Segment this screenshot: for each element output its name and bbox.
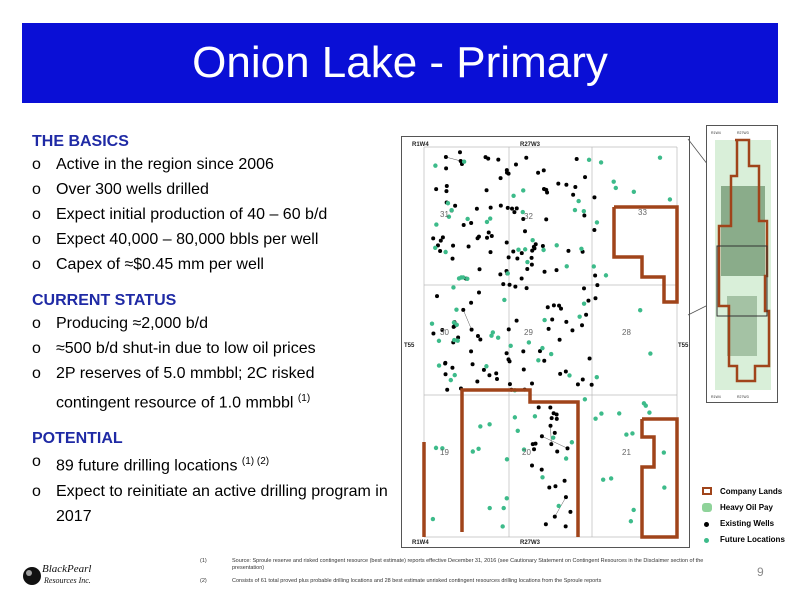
- existing-well: [536, 171, 540, 175]
- future-location: [461, 275, 465, 279]
- future-location: [449, 208, 453, 212]
- future-location: [487, 422, 491, 426]
- existing-well: [537, 405, 541, 409]
- section-number: 32: [524, 212, 533, 221]
- existing-well: [540, 434, 544, 438]
- future-location: [668, 197, 672, 201]
- existing-well: [505, 241, 509, 245]
- future-location: [462, 160, 466, 164]
- future-location: [433, 163, 437, 167]
- existing-well: [547, 327, 551, 331]
- existing-well: [530, 256, 534, 260]
- existing-well: [545, 190, 549, 194]
- existing-well: [564, 495, 568, 499]
- future-location: [662, 485, 666, 489]
- map-label: T55: [678, 343, 689, 349]
- future-location: [599, 411, 603, 415]
- section-number: 33: [638, 208, 647, 217]
- page-title: Onion Lake - Primary: [192, 38, 608, 87]
- existing-well: [557, 304, 561, 308]
- existing-well: [444, 166, 448, 170]
- future-location: [564, 456, 568, 460]
- future-location: [496, 336, 500, 340]
- existing-well: [499, 204, 503, 208]
- future-location: [601, 477, 605, 481]
- existing-well: [469, 349, 473, 353]
- future-location: [631, 508, 635, 512]
- future-location: [612, 179, 616, 183]
- existing-well: [566, 249, 570, 253]
- future-location: [587, 158, 591, 162]
- map-label: R1W4: [412, 142, 429, 148]
- future-location: [506, 271, 510, 275]
- existing-well: [485, 188, 489, 192]
- existing-well: [595, 283, 599, 287]
- future-location: [453, 373, 457, 377]
- existing-well: [530, 382, 534, 386]
- section-number: 28: [622, 328, 631, 337]
- future-location: [604, 273, 608, 277]
- page-number: 9: [757, 565, 764, 579]
- section-current-status: [32, 291, 392, 415]
- existing-well: [525, 267, 529, 271]
- future-location: [502, 298, 506, 302]
- existing-well: [487, 231, 491, 235]
- existing-well: [586, 299, 590, 303]
- existing-well: [512, 210, 516, 214]
- legend-item: Heavy Oil Pay: [700, 500, 800, 516]
- existing-well: [553, 431, 557, 435]
- well-connector: [463, 310, 471, 330]
- existing-well: [476, 334, 480, 338]
- bullet-item: o Expect initial production of 40 – 60 b/d: [32, 206, 328, 223]
- future-location: [629, 519, 633, 523]
- existing-well: [435, 294, 439, 298]
- future-location: [638, 308, 642, 312]
- existing-well: [487, 373, 491, 377]
- future-location: [530, 238, 534, 242]
- existing-well: [584, 313, 588, 317]
- future-location: [452, 338, 456, 342]
- existing-well: [571, 193, 575, 197]
- existing-well: [581, 378, 585, 382]
- map-legend: [700, 484, 800, 548]
- existing-well: [543, 270, 547, 274]
- existing-well: [485, 236, 489, 240]
- bullet-item: o ≈500 b/d shut-in due to low oil prices: [32, 340, 316, 357]
- footnote-number: (2): [200, 578, 207, 584]
- existing-well: [544, 217, 548, 221]
- future-location: [434, 222, 438, 226]
- existing-well: [443, 361, 447, 365]
- future-location: [662, 450, 666, 454]
- future-location: [437, 363, 441, 367]
- existing-well: [520, 251, 524, 255]
- legend-item: Company Lands: [700, 484, 800, 500]
- existing-well: [508, 382, 512, 386]
- section-heading: POTENTIAL: [32, 430, 123, 448]
- existing-well: [507, 255, 511, 259]
- footnote-number: (1): [200, 558, 207, 564]
- well-connector: [446, 157, 461, 161]
- future-location: [542, 318, 546, 322]
- future-location: [540, 346, 544, 350]
- existing-well: [534, 242, 538, 246]
- section-number: 21: [622, 448, 631, 457]
- existing-well: [469, 221, 473, 225]
- bullet-item: o 2P reserves of 5.0 mmbbl; 2C risked contingent resource of 1.0 mmbbl $^{(1)}$: [32, 365, 315, 412]
- future-location: [516, 429, 520, 433]
- future-location: [454, 307, 458, 311]
- existing-well: [541, 244, 545, 248]
- future-location: [642, 401, 646, 405]
- existing-well: [453, 204, 457, 208]
- future-location: [551, 435, 555, 439]
- future-location: [624, 432, 628, 436]
- well-connector: [551, 426, 552, 444]
- existing-well: [553, 484, 557, 488]
- future-location: [579, 247, 583, 251]
- existing-well: [458, 150, 462, 154]
- existing-well: [558, 338, 562, 342]
- section-heading: CURRENT STATUS: [32, 292, 177, 309]
- existing-well: [495, 377, 499, 381]
- existing-well: [467, 244, 471, 248]
- existing-well: [542, 168, 546, 172]
- future-location-dot: [704, 538, 709, 543]
- existing-well: [475, 207, 479, 211]
- heavy-oil-swatch: [702, 503, 712, 512]
- existing-well: [486, 157, 490, 161]
- existing-well: [477, 235, 481, 239]
- section-number: 29: [524, 328, 533, 337]
- future-location: [570, 440, 574, 444]
- future-location: [576, 199, 580, 203]
- future-location: [476, 447, 480, 451]
- inset-label: R27W3: [737, 395, 749, 399]
- future-location: [451, 285, 455, 289]
- existing-well: [548, 405, 552, 409]
- future-location: [471, 449, 475, 453]
- future-location: [505, 496, 509, 500]
- future-location: [465, 277, 469, 281]
- existing-well: [550, 317, 554, 321]
- existing-well: [546, 305, 550, 309]
- existing-well: [568, 510, 572, 514]
- inset-label: R1W4: [711, 395, 721, 399]
- existing-well: [469, 301, 473, 305]
- future-location: [648, 351, 652, 355]
- existing-well: [553, 515, 557, 519]
- future-location: [593, 416, 597, 420]
- future-location: [582, 209, 586, 213]
- bullet-item: o Over 300 wells drilled: [32, 181, 209, 198]
- existing-well: [445, 184, 449, 188]
- existing-well: [431, 236, 435, 240]
- existing-well: [525, 286, 529, 290]
- existing-well: [530, 263, 534, 267]
- existing-well: [552, 303, 556, 307]
- existing-well: [438, 249, 442, 253]
- existing-well: [564, 370, 568, 374]
- future-location: [500, 524, 504, 528]
- future-location: [595, 220, 599, 224]
- future-location: [513, 415, 517, 419]
- existing-well: [592, 228, 596, 232]
- existing-well: [582, 286, 586, 290]
- future-location: [573, 208, 577, 212]
- existing-well: [501, 282, 505, 286]
- legend-item: Existing Wells: [700, 516, 800, 532]
- bullet-item: o Expect 40,000 – 80,000 bbls per well: [32, 231, 319, 248]
- svg-text:BlackPearl: BlackPearl: [42, 563, 92, 575]
- future-location: [647, 410, 651, 414]
- future-location: [485, 220, 489, 224]
- existing-well: [513, 285, 517, 289]
- existing-well: [515, 319, 519, 323]
- existing-well: [549, 424, 553, 428]
- existing-well: [478, 338, 482, 342]
- future-location: [614, 186, 618, 190]
- section-basics: [32, 132, 392, 277]
- existing-well: [523, 229, 527, 233]
- bullet-item: o 89 future drilling locations $^{(1) (2)}$: [32, 453, 270, 475]
- existing-well: [556, 182, 560, 186]
- legend-item: Future Locations: [700, 532, 800, 548]
- existing-well: [444, 189, 448, 193]
- future-location: [582, 301, 586, 305]
- future-location: [632, 190, 636, 194]
- existing-well: [522, 367, 526, 371]
- inset-map: [706, 125, 778, 403]
- map-label: T55: [404, 343, 415, 349]
- existing-well: [439, 239, 443, 243]
- existing-well: [555, 449, 559, 453]
- bullet-item: o Capex of ≈$0.45 mm per well: [32, 256, 264, 273]
- existing-well: [445, 388, 449, 392]
- title-bar: [22, 23, 778, 103]
- existing-well: [540, 468, 544, 472]
- bullet-item: o Active in the region since 2006: [32, 156, 274, 173]
- future-location: [599, 160, 603, 164]
- section-heading: THE BASICS: [32, 133, 129, 150]
- existing-well: [498, 272, 502, 276]
- future-location: [565, 264, 569, 268]
- future-location: [595, 375, 599, 379]
- future-location: [525, 260, 529, 264]
- future-location: [484, 364, 488, 368]
- land-map: [401, 136, 690, 548]
- existing-well: [496, 158, 500, 162]
- existing-well: [555, 417, 559, 421]
- existing-well: [508, 283, 512, 287]
- existing-well: [511, 250, 515, 254]
- existing-well: [564, 320, 568, 324]
- existing-well: [582, 213, 586, 217]
- existing-well: [531, 442, 535, 446]
- future-location: [431, 517, 435, 521]
- future-location: [521, 188, 525, 192]
- existing-well: [576, 382, 580, 386]
- map-label: R1W4: [412, 540, 429, 546]
- future-location: [549, 352, 553, 356]
- existing-well: [451, 257, 455, 261]
- existing-well: [444, 155, 448, 159]
- future-location: [457, 276, 461, 280]
- existing-well: [573, 185, 577, 189]
- future-location: [523, 247, 527, 251]
- existing-well: [592, 195, 596, 199]
- future-location: [502, 506, 506, 510]
- svg-text:Resources Inc.: Resources Inc.: [44, 576, 91, 585]
- existing-well: [505, 351, 509, 355]
- existing-well: [434, 187, 438, 191]
- existing-well: [514, 162, 518, 166]
- existing-well: [547, 485, 551, 489]
- future-location: [617, 411, 621, 415]
- future-location: [533, 414, 537, 418]
- existing-well: [494, 371, 498, 375]
- existing-well: [593, 296, 597, 300]
- existing-well: [489, 206, 493, 210]
- bullet-item: o Producing ≈2,000 b/d: [32, 315, 208, 332]
- future-location: [433, 246, 437, 250]
- existing-well: [470, 328, 474, 332]
- existing-well: [524, 156, 528, 160]
- existing-well: [489, 250, 493, 254]
- future-location: [430, 322, 434, 326]
- future-location: [630, 431, 634, 435]
- existing-well: [564, 524, 568, 528]
- inset-map-graphic: [707, 126, 777, 402]
- existing-well: [499, 176, 503, 180]
- section-number: 30: [440, 328, 449, 337]
- future-location: [443, 250, 447, 254]
- existing-well: [482, 368, 486, 372]
- future-location: [511, 194, 515, 198]
- existing-well: [505, 171, 509, 175]
- section-number: 20: [522, 448, 531, 457]
- future-location: [567, 373, 571, 377]
- existing-well: [558, 372, 562, 376]
- future-location: [541, 248, 545, 252]
- inset-label: R27W3: [737, 131, 749, 135]
- existing-well: [471, 362, 475, 366]
- section-number: 31: [440, 210, 449, 219]
- existing-well: [444, 372, 448, 376]
- existing-well: [542, 359, 546, 363]
- existing-well: [583, 175, 587, 179]
- existing-well: [450, 366, 454, 370]
- future-location: [577, 314, 581, 318]
- existing-well: [451, 244, 455, 248]
- future-location: [536, 358, 540, 362]
- future-location: [434, 446, 438, 450]
- land-map-graphic: [402, 137, 689, 547]
- existing-well: [477, 290, 481, 294]
- existing-well: [563, 479, 567, 483]
- existing-well: [593, 273, 597, 277]
- company-lands-swatch: [702, 487, 712, 495]
- existing-well: [590, 383, 594, 387]
- future-location: [488, 506, 492, 510]
- existing-well: [530, 463, 534, 467]
- map-label: R27W3: [520, 142, 541, 148]
- existing-well: [566, 446, 570, 450]
- future-location: [540, 475, 544, 479]
- future-location: [583, 397, 587, 401]
- future-location: [557, 504, 561, 508]
- inset-label: R1W4: [711, 131, 721, 135]
- future-location: [452, 320, 456, 324]
- future-location: [489, 333, 493, 337]
- company-logo: [20, 556, 120, 592]
- existing-well: [431, 332, 435, 336]
- existing-well-dot: [704, 522, 709, 527]
- existing-well: [555, 413, 559, 417]
- existing-well: [515, 206, 519, 210]
- future-location: [658, 155, 662, 159]
- existing-well: [555, 268, 559, 272]
- existing-well: [507, 327, 511, 331]
- future-location: [508, 344, 512, 348]
- existing-well: [575, 157, 579, 161]
- existing-well: [564, 183, 568, 187]
- existing-well: [475, 380, 479, 384]
- future-location: [446, 201, 450, 205]
- section-number: 19: [440, 448, 449, 457]
- future-location: [609, 476, 613, 480]
- existing-well: [521, 349, 525, 353]
- existing-well: [570, 328, 574, 332]
- existing-well: [510, 207, 514, 211]
- future-location: [488, 216, 492, 220]
- existing-well: [490, 234, 494, 238]
- existing-well: [478, 267, 482, 271]
- map-label: R27W3: [520, 540, 541, 546]
- bullet-item: o Expect to reinitiate an active drilling program in 2017: [32, 482, 388, 525]
- footnote-text: Source: Sproule reserve and risked contingent resource (best estimate) reports effective December 31, 2016 (see Cautionary Statement on Contingent Resources in the Disclaimer section of the presentation): [232, 558, 704, 571]
- section-potential: [32, 429, 392, 528]
- footnote-text: Consists of 61 total proved plus probable drilling locations and 28 best estimate unrisked contingent resources drilling locations from the Sproule reports: [232, 578, 602, 584]
- existing-well: [580, 323, 584, 327]
- existing-well: [588, 356, 592, 360]
- future-location: [437, 339, 441, 343]
- content-column: [32, 132, 392, 529]
- existing-well: [462, 223, 466, 227]
- existing-well: [550, 416, 554, 420]
- existing-well: [544, 522, 548, 526]
- future-location: [516, 248, 520, 252]
- future-location: [592, 264, 596, 268]
- future-location: [449, 378, 453, 382]
- existing-well: [549, 442, 553, 446]
- existing-well: [515, 257, 519, 261]
- existing-well: [506, 357, 510, 361]
- existing-well: [542, 187, 546, 191]
- future-location: [505, 457, 509, 461]
- future-location: [555, 243, 559, 247]
- existing-well: [461, 308, 465, 312]
- future-location: [465, 217, 469, 221]
- future-location: [527, 340, 531, 344]
- existing-well: [506, 206, 510, 210]
- existing-well: [520, 277, 524, 281]
- existing-well: [532, 447, 536, 451]
- future-location: [478, 424, 482, 428]
